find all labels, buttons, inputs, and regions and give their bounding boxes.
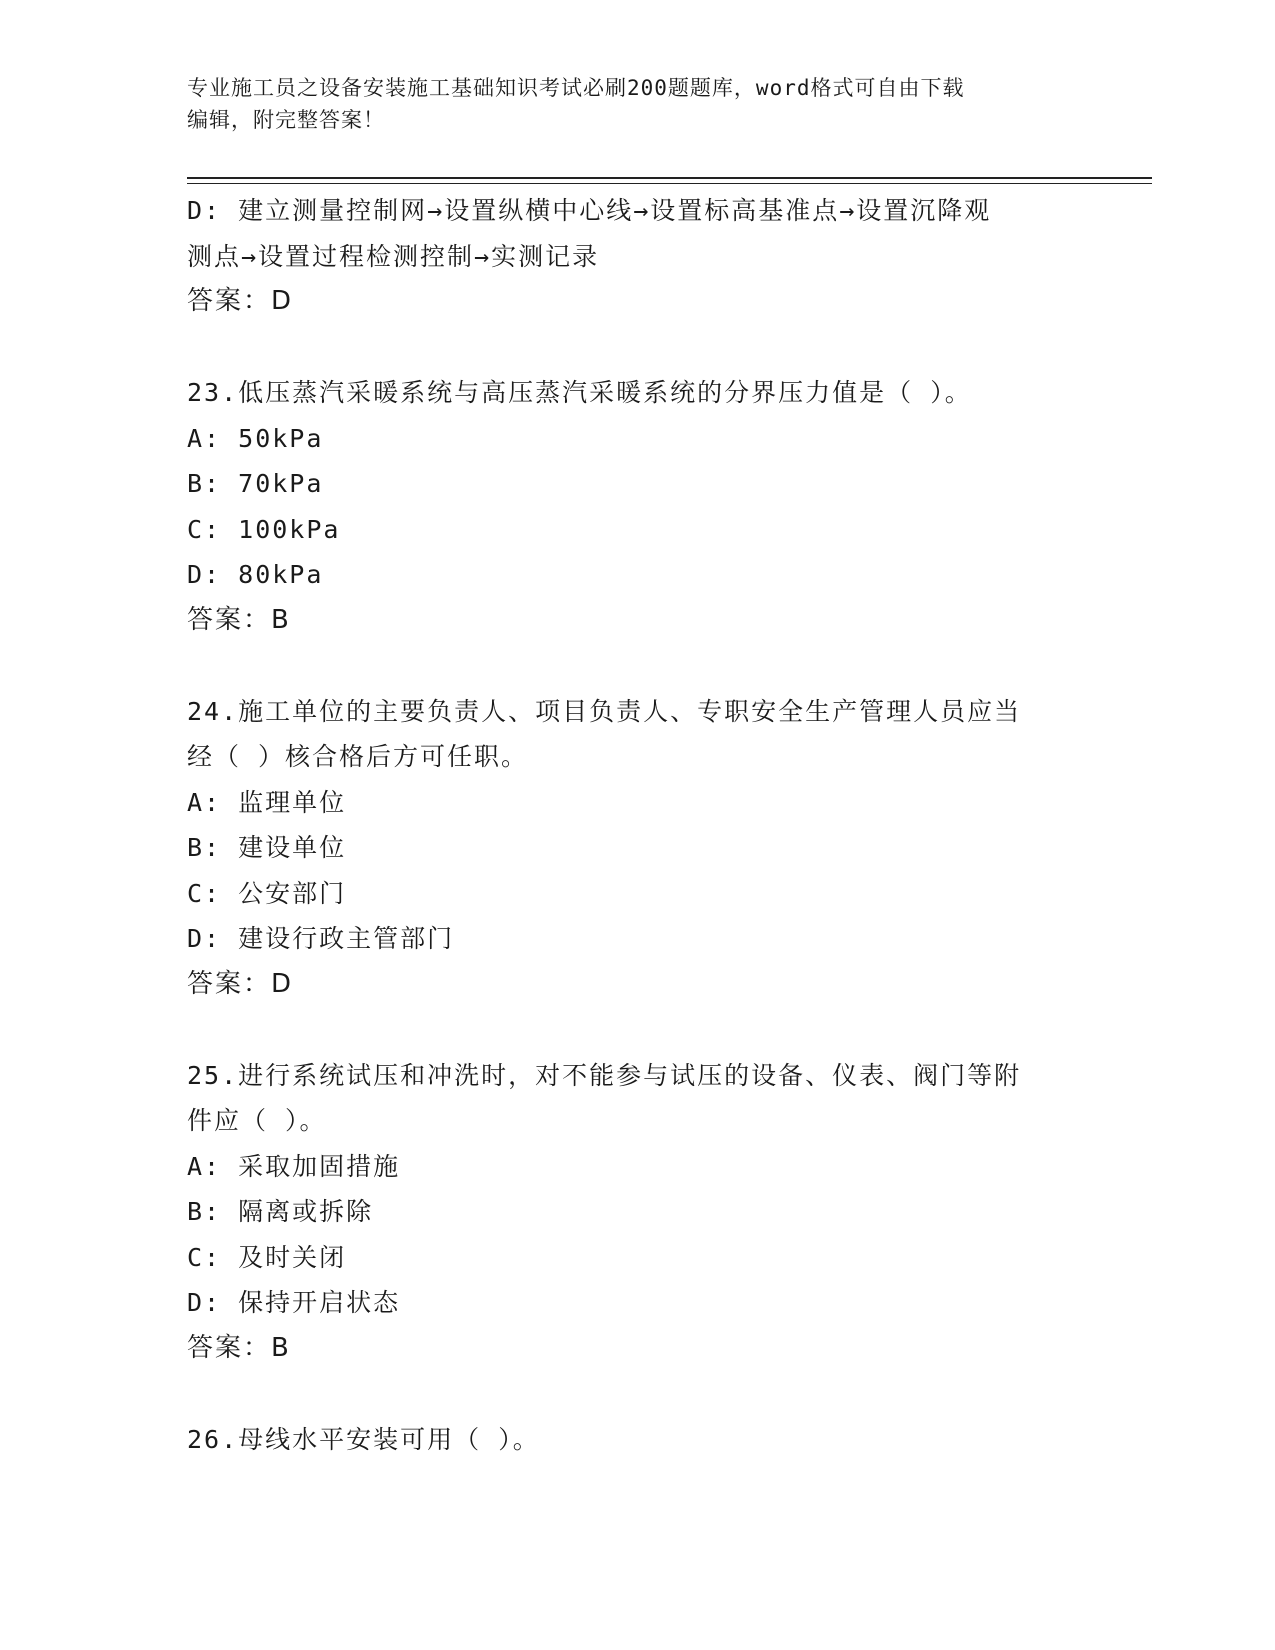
spacer bbox=[187, 325, 1087, 371]
option-b: B: 70kPa bbox=[187, 469, 324, 498]
question-stem: 26.母线水平安装可用（ ）。 bbox=[187, 1424, 540, 1454]
option-a: A: 监理单位 bbox=[187, 787, 347, 817]
option-d-continued: 测点→设置过程检测控制→实测记录 bbox=[187, 241, 600, 271]
option-d: D: 建设行政主管部门 bbox=[187, 924, 455, 953]
option-a: A: 50kPa bbox=[187, 423, 324, 453]
option-a: A: 采取加固措施 bbox=[187, 1151, 401, 1181]
option-c: C: 公安部门 bbox=[187, 878, 347, 908]
option-b: B: 建设单位 bbox=[187, 833, 347, 862]
spacer bbox=[187, 643, 1087, 689]
spacer bbox=[187, 1007, 1087, 1053]
question-stem: 23.低压蒸汽采暖系统与高压蒸汽采暖系统的分界压力值是（ ）。 bbox=[187, 378, 972, 407]
option-d: D: 80kPa bbox=[187, 560, 324, 589]
answer: 答案：B bbox=[187, 604, 291, 635]
question-25 bbox=[187, 1053, 1087, 1372]
question-22-tail bbox=[187, 188, 1087, 325]
question-23 bbox=[187, 370, 1087, 643]
header-title-line1: 专业施工员之设备安装施工基础知识考试必刷200题题库，word格式可自由下载 bbox=[187, 76, 965, 100]
option-c: C: 100kPa bbox=[187, 514, 341, 544]
option-d: D: 建立测量控制网→设置纵横中心线→设置标高基准点→设置沉降观 bbox=[187, 196, 992, 225]
question-list bbox=[187, 188, 1087, 1462]
header-rule-thin bbox=[187, 183, 1152, 184]
answer: 答案：B bbox=[187, 1332, 291, 1363]
document-header bbox=[187, 72, 1087, 136]
question-24 bbox=[187, 689, 1087, 1008]
question-26 bbox=[187, 1417, 1087, 1463]
question-stem: 24.施工单位的主要负责人、项目负责人、专职安全生产管理人员应当 bbox=[187, 696, 1022, 726]
question-stem-continued: 件应（ ）。 bbox=[187, 1106, 327, 1135]
option-d: D: 保持开启状态 bbox=[187, 1288, 401, 1317]
answer: 答案：D bbox=[187, 968, 294, 999]
answer: 答案：D bbox=[187, 286, 294, 316]
question-stem: 25.进行系统试压和冲洗时，对不能参与试压的设备、仪表、阀门等附 bbox=[187, 1060, 1022, 1090]
spacer bbox=[187, 1371, 1087, 1417]
header-rule-thick bbox=[187, 177, 1152, 179]
option-c: C: 及时关闭 bbox=[187, 1242, 347, 1272]
header-title-line2: 编辑，附完整答案！ bbox=[187, 108, 385, 132]
question-stem-continued: 经（ ）核合格后方可任职。 bbox=[187, 742, 529, 771]
option-b: B: 隔离或拆除 bbox=[187, 1197, 374, 1226]
